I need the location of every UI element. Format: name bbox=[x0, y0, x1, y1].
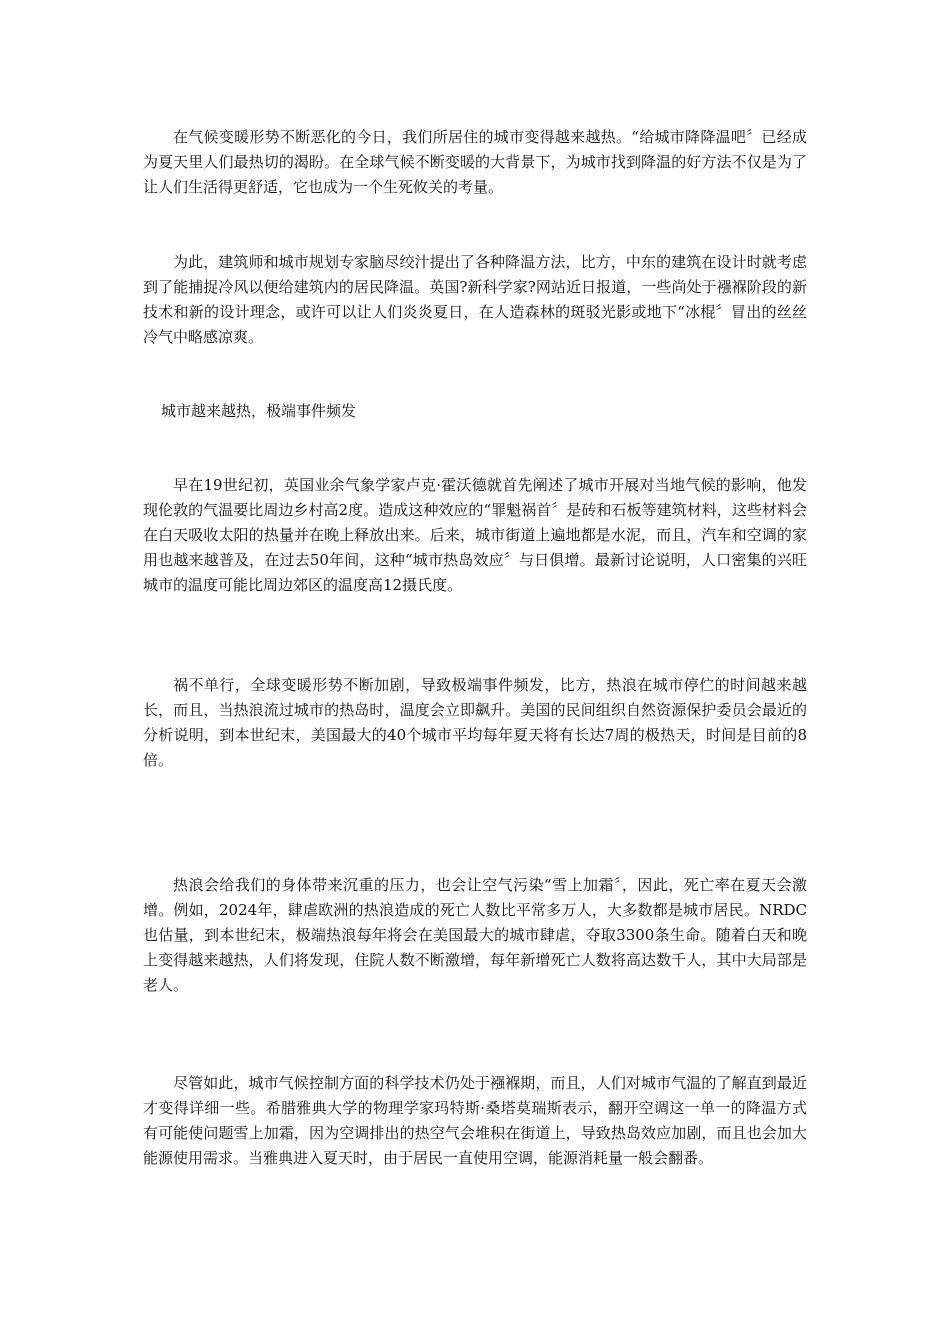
paragraph-climate-control-science: 尽管如此，城市气候控制方面的科学技术仍处于襁褓期，而且，人们对城市气温的了解直到最近才变得详细一些。希腊雅典大学的物理学家玛特斯·桑塔莫瑞斯表示，翻开空调这一单一的降温方式有可能使问题雪上加霜，因为空调排出的热空气会堆积在街道上，导致热岛效应加剧，而且也会加大能源使用需求。当雅典进入夏天时，由于居民一直使用空调，能源消耗量一般会翻番。 bbox=[143, 1074, 807, 1167]
paragraph-cooling-methods: 为此，建筑师和城市规划专家脑尽绞汁提出了各种降温方法，比方，中东的建筑在设计时就考虑到了能捕捉冷风以便给建筑内的居民降温。英国?新科学家?网站近日报道，一些尚处于襁褓阶段的新技术和新的设计理念，或许可以让人们炎炎夏日，在人造森林的斑驳光影或地下“冰棍〞冒出的丝丝冷气中略感凉爽。 bbox=[143, 253, 807, 346]
paragraph-heatwave-mortality: 热浪会给我们的身体带来沉重的压力，也会让空气污染“雪上加霜〞，因此，死亡率在夏天会激增。例如，2024年，肆虐欧洲的热浪造成的死亡人数比平常多万人，大多数都是城市居民。NRDC也估量，到本世纪末，极端热浪每年将会在美国最大的城市肆虐，夺取3300条生命。随着白天和晚上变得越来越热，人们将发现，住院人数不断激增，每年新增死亡人数将高达数千人，其中大局部是老人。 bbox=[143, 876, 807, 994]
section-heading: 城市越来越热，极端事件频发 bbox=[161, 402, 357, 420]
paragraph-heat-island-history: 早在19世纪初，英国业余气象学家卢克·霍沃德就首先阐述了城市开展对当地气候的影响，他发现伦敦的气温要比周边乡村高2度。造成这种效应的“罪魁祸首〞是砖和石板等建筑材料，这些材料会在白天吸收太阳的热量并在晚上释放出来。后来，城市街道上遍地都是水泥，而且，汽车和空调的家用也越来越普及，在过去50年间，这种“城市热岛效应〞与日俱增。最新讨论说明，人口密集的兴旺城市的温度可能比周边郊区的温度高12摄氏度。 bbox=[143, 476, 807, 594]
paragraph-extreme-events: 祸不单行，全球变暖形势不断加剧，导致极端事件频发，比方，热浪在城市停伫的时间越来越长，而且，当热浪流过城市的热岛时，温度会立即飙升。美国的民间组织自然资源保护委员会最近的分析说明，到本世纪末，美国最大的40个城市平均每年夏天将有长达7周的极热天，时间是目前的8倍。 bbox=[143, 676, 807, 769]
paragraph-intro: 在气候变暖形势不断恶化的今日，我们所居住的城市变得越来越热。“给城市降降温吧〞已经成为夏天里人们最热切的渴盼。在全球气候不断变暖的大背景下，为城市找到降温的好方法不仅是为了让人们生活得更舒适，它也成为一个生死攸关的考量。 bbox=[143, 128, 807, 196]
